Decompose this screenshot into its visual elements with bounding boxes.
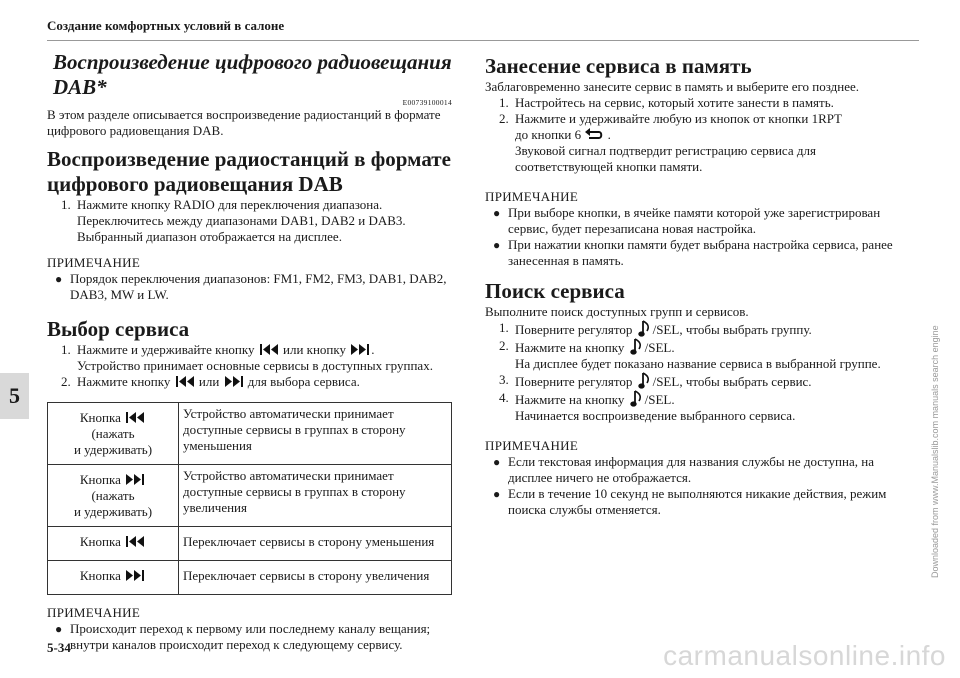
prev-track-icon — [125, 536, 145, 547]
next-track-icon — [224, 376, 244, 387]
table-cell-desc: Устройство автоматически принимает доступные сервисы в группах в сторону увеличения — [179, 465, 452, 527]
step-text: до кнопки 6 — [515, 127, 582, 142]
step-text: На дисплее будет показано название сервиса в выбранной группе. — [515, 356, 881, 371]
step-number: 2. — [499, 111, 509, 126]
note-item — [47, 271, 452, 303]
note-text: Происходит переход к первому или последнему каналу вещания; внутри каналов происходит переход к следующему сервису. — [70, 621, 431, 652]
table-cell-desc: Устройство автоматически принимает доступные сервисы в группах в сторону уменьшения — [179, 403, 452, 465]
bullet-icon: ● — [493, 455, 501, 469]
table-cell-button: Кнопка (нажать и удерживать) — [48, 465, 179, 527]
table-cell-button: Кнопка (нажать и удерживать) — [48, 403, 179, 465]
next-track-icon — [125, 570, 145, 581]
heading-memory: Занесение сервиса в память — [485, 54, 752, 78]
note-text: Порядок переключения диапазонов: FM1, FM2, FM3, DAB1, DAB2, DAB3, MW и LW. — [70, 271, 447, 302]
table-row — [48, 561, 452, 595]
step-number: 2. — [499, 338, 509, 353]
note-item — [485, 454, 905, 486]
note-text: При нажатии кнопки памяти будет выбрана настройка сервиса, ранее занесенная в память. — [508, 237, 893, 268]
tune-knob-icon — [638, 372, 651, 390]
memory-step — [485, 95, 905, 111]
step-text: Нажмите на кнопку — [515, 340, 625, 355]
step-text: Поверните регулятор — [515, 374, 633, 389]
note-item — [485, 205, 905, 237]
table-row — [48, 527, 452, 561]
page-number: 5-34 — [47, 640, 71, 655]
note-label: ПРИМЕЧАНИЕ — [47, 255, 141, 270]
step-number: 1. — [499, 320, 509, 335]
step-text: Начинается воспроизведение выбранного сервиса. — [515, 408, 796, 423]
step-text: . — [371, 342, 375, 357]
intro-paragraph: В этом разделе описывается воспроизведение радиостанций в формате цифрового радиовещания DAB. — [47, 107, 441, 138]
section-title: Воспроизведение цифрового радиовещания DAB* — [53, 50, 452, 99]
table-cell-button: Кнопка — [48, 527, 179, 561]
note-text: При выборе кнопки, в ячейке памяти которой уже зарегистрирован сервис, будет перезаписана новая настройка. — [508, 205, 881, 236]
step-number: 1. — [61, 342, 71, 357]
step-text: /SEL. — [644, 392, 675, 407]
note-label: ПРИМЕЧАНИЕ — [485, 189, 579, 204]
heading-select-service: Выбор сервиса — [47, 317, 190, 341]
search-step — [485, 338, 905, 372]
bullet-icon: ● — [493, 238, 501, 252]
memory-step: 2. Нажмите и удерживайте любую из кнопок от кнопки 1RPT до кнопки 6 . Звуковой сигнал подтвердит регистрацию сервиса для соответствующей кнопки памяти. — [499, 111, 842, 174]
memory-intro: Заблаговременно занесите сервис в память и выберите его позднее. — [485, 79, 859, 94]
header-rule — [47, 40, 919, 41]
note-text: Если текстовая информация для названия службы не доступна, на дисплее ничего не отображается. — [508, 454, 874, 485]
bullet-icon: ● — [55, 622, 63, 636]
search-step — [485, 372, 905, 390]
note-item — [485, 237, 905, 269]
step-text: или — [198, 374, 220, 389]
note-text: Если в течение 10 секунд не выполняются никакие действия, режим поиска службы отменяется. — [508, 486, 887, 517]
step-text: /SEL, чтобы выбрать группу. — [652, 322, 812, 337]
bullet-icon: ● — [493, 206, 501, 220]
table-row — [48, 403, 452, 465]
heading-play-dab: Воспроизведение радиостанций в формате цифрового радиовещания DAB — [47, 147, 451, 196]
table-cell-button: Кнопка — [48, 561, 179, 595]
tune-knob-icon — [630, 390, 643, 408]
page-header: Создание комфортных условий в салоне — [47, 18, 285, 33]
note-item — [485, 486, 905, 518]
prev-track-icon — [259, 344, 279, 355]
prev-track-icon — [125, 412, 145, 423]
select-step — [47, 342, 452, 374]
service-button-table — [47, 402, 452, 595]
step-text: Устройство принимает основные сервисы в доступных группах. — [77, 358, 433, 373]
step-text: или кнопку — [283, 342, 347, 357]
search-intro: Выполните поиск доступных групп и сервисов. — [485, 304, 749, 319]
step-text: /SEL, чтобы выбрать сервис. — [652, 374, 812, 389]
step-text: Нажмите и удерживайте кнопку — [77, 342, 255, 357]
left-column — [47, 50, 452, 653]
step-text: Нажмите на кнопку — [515, 392, 625, 407]
prev-track-icon — [175, 376, 195, 387]
step-text: Нажмите кнопку RADIO для переключения диапазона. Переключитесь между диапазонами DAB1, DAB2 и DAB3. Выбранный диапазон отображается на дисплее. — [77, 197, 406, 244]
table-cell-desc: Переключает сервисы в сторону уменьшения — [179, 527, 452, 561]
step-text: Настройтесь на сервис, который хотите занести в память. — [515, 95, 834, 110]
step-number: 4. — [499, 390, 509, 405]
table-row — [48, 465, 452, 527]
step-text: Звуковой сигнал подтвердит регистрацию сервиса для соответствующей кнопки памяти. — [515, 143, 816, 174]
side-url: Downloaded from www.Manualslib.com manuals search engine — [930, 325, 940, 578]
return-icon — [585, 128, 603, 140]
step-number: 1. — [61, 197, 71, 212]
step-number: 3. — [499, 372, 509, 387]
tune-knob-icon — [638, 320, 651, 338]
step-text: для выбора сервиса. — [247, 374, 360, 389]
watermark: carmanualsonline.info — [663, 640, 946, 671]
note-label: ПРИМЕЧАНИЕ — [485, 438, 579, 453]
step-number: 1. — [499, 95, 509, 110]
tune-knob-icon — [630, 338, 643, 356]
step-text: Поверните регулятор — [515, 322, 633, 337]
step-text: Нажмите кнопку — [77, 374, 171, 389]
chapter-tab: 5 — [0, 373, 29, 419]
search-step — [485, 390, 905, 424]
bullet-icon: ● — [493, 487, 501, 501]
step-text: Нажмите и удерживайте любую из кнопок от кнопки 1RPT — [515, 111, 842, 126]
note-item — [47, 621, 452, 653]
step-text: /SEL. — [644, 340, 675, 355]
step-number: 2. — [61, 374, 71, 389]
bullet-icon: ● — [55, 272, 63, 286]
next-track-icon — [350, 344, 370, 355]
next-track-icon — [125, 474, 145, 485]
select-step — [47, 374, 452, 390]
play-step — [47, 197, 452, 245]
search-step — [485, 320, 905, 338]
heading-search: Поиск сервиса — [485, 279, 625, 303]
right-column — [485, 50, 905, 518]
note-label: ПРИМЕЧАНИЕ — [47, 605, 141, 620]
table-cell-desc: Переключает сервисы в сторону увеличения — [179, 561, 452, 595]
section-code: E00739100014 — [402, 98, 452, 107]
